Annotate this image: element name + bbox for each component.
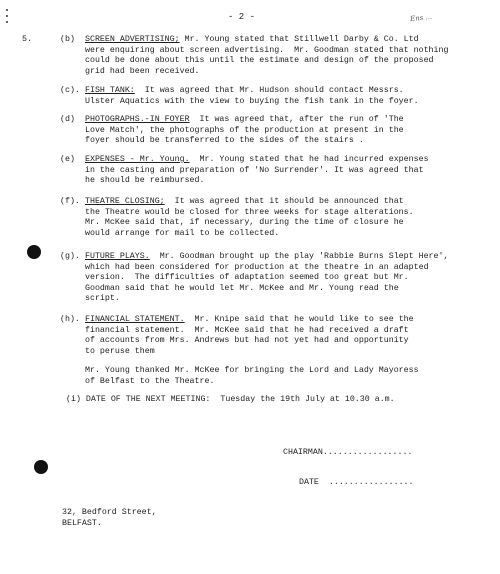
item-h xyxy=(85,315,414,326)
item-line: in the casting and preparation of 'No Surrender'. It was agreed that xyxy=(85,165,424,175)
item-line: which had been considered for production at the theatre in an adapted xyxy=(85,262,429,272)
item-line: to peruse them xyxy=(85,346,155,356)
item-line: of accounts from Mrs. Andrews but had not yet had and opportunity xyxy=(85,336,409,346)
item-heading: FINANCIAL STATEMENT. xyxy=(85,315,185,324)
address-line: 32, Bedford Street, xyxy=(62,508,157,517)
item-line: would arrange for mail to be collected. xyxy=(85,228,280,238)
item-marker: (c). xyxy=(60,86,80,95)
item-b xyxy=(85,35,419,46)
item-line: Mr. Knipe said that he would like to see the xyxy=(184,315,414,324)
item-line: grid had been received. xyxy=(85,66,200,76)
item-heading: FISH TANK: xyxy=(85,86,135,95)
page-number: - 2 - xyxy=(228,12,256,22)
item-marker: (f). xyxy=(60,197,80,206)
item-e xyxy=(85,155,429,166)
item-marker: (i) xyxy=(66,395,81,404)
item-line: It was agreed that, after the run of 'The xyxy=(189,115,404,124)
handwritten-note: Ens ... xyxy=(409,12,433,24)
item-line: foyer should be transferred to the sides of the stairs . xyxy=(85,136,364,146)
item-line: script. xyxy=(85,294,120,304)
item-line: he should be reimbursed. xyxy=(85,176,205,186)
item-d xyxy=(85,115,404,126)
item-line: It was agreed that it should be announced that xyxy=(164,197,404,206)
thanks-line: Mr. Young thanked Mr. McKee for bringing the Lord and Lady Mayoress xyxy=(85,366,419,375)
item-line: Mr. Goodman brought up the play 'Rabbie Burns Slept Here', xyxy=(149,252,449,261)
address-line: BELFAST. xyxy=(62,518,102,528)
chairman-signature-line: CHAIRMAN.................. xyxy=(283,448,413,457)
item-line: could be done about this until the estimate and design of the proposed xyxy=(85,56,434,66)
item-marker: (e) xyxy=(60,155,75,164)
item-line: Mr. Young stated that he had incurred expenses xyxy=(189,155,429,164)
item-line: Ulster Aquatics with the view to buying the fish tank in the foyer. xyxy=(85,96,419,106)
item-marker: (b) xyxy=(60,35,75,44)
margin-number: 5. xyxy=(22,35,32,44)
punch-hole xyxy=(27,245,41,259)
item-heading: FUTURE PLAYS. xyxy=(85,252,150,261)
item-line: It was agreed that Mr. Hudson should contact Messrs. xyxy=(134,86,404,95)
item-marker: (d) xyxy=(60,115,75,124)
item-heading: EXPENSES - Mr. Young. xyxy=(85,155,190,164)
item-c xyxy=(85,86,404,97)
item-g xyxy=(85,252,448,263)
punch-hole xyxy=(34,460,48,474)
item-line: Goodman said that he would let Mr. McKee and Mr. Young read the xyxy=(85,283,399,293)
item-line: were enquiring about screen advertising. Mr. Goodman stated that nothing xyxy=(85,45,449,55)
thanks-line: of Belfast to the Theatre. xyxy=(85,376,215,386)
margin-mark xyxy=(6,9,8,11)
item-line: the Theatre would be closed for three weeks for stage alterations. xyxy=(85,207,414,217)
item-f xyxy=(85,197,404,208)
item-line: Mr. Young stated that Stillwell Darby & Co. Ltd xyxy=(179,35,419,44)
margin-mark xyxy=(6,21,8,23)
item-heading: THEATRE CLOSING; xyxy=(85,197,165,206)
date-signature-line: DATE ................. xyxy=(299,478,414,487)
next-meeting-value: Tuesday the 19th July at 10.30 a.m. xyxy=(210,395,395,404)
item-marker: (g). xyxy=(60,252,80,261)
item-marker: (h). xyxy=(60,315,80,324)
next-meeting-label: DATE OF THE NEXT MEETING: xyxy=(85,395,211,404)
margin-mark xyxy=(6,15,8,17)
item-line: Mr. McKee said that, if necessary, during the time of closure he xyxy=(85,218,404,228)
item-heading: PHOTOGRAPHS.-IN FOYER xyxy=(85,115,190,124)
item-line: version. The difficulties of adaptation seemed too great but Mr. xyxy=(85,273,409,283)
next-meeting xyxy=(66,395,395,406)
item-line: Love Match', the photographs of the production at present in the xyxy=(85,125,404,135)
item-heading: SCREEN ADVERTISING; xyxy=(85,35,180,44)
item-line: financial statement. Mr. McKee said that he had received a draft xyxy=(85,325,409,335)
